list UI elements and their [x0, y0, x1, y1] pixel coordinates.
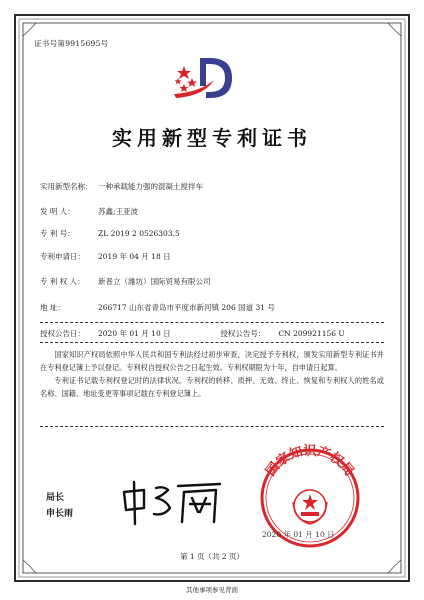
field-label: 专利申请日：	[40, 252, 85, 261]
field-inventor	[40, 206, 138, 217]
director-title: 局长	[46, 493, 65, 503]
field-label: 授权公告号：	[220, 329, 266, 338]
field-label: 地 址：	[40, 303, 65, 312]
seal-date: 2020 年 01 月 10 日	[262, 530, 335, 539]
field-utility-model-name	[40, 181, 203, 192]
field-address	[40, 302, 275, 313]
field-value: 一种承载能力强的混凝土搅拌车	[98, 182, 203, 191]
field-label: 发 明 人：	[40, 207, 75, 216]
field-value: 266717 山东省青岛市平度市新河镇 206 国道 31 号	[98, 303, 275, 312]
field-value: 2020 年 01 月 10 日	[98, 329, 171, 338]
director-signature-icon	[118, 478, 228, 528]
seal-text: 国家知识产权局	[263, 444, 357, 480]
certificate-title: 实用新型专利证书	[112, 126, 312, 150]
field-grant-date	[40, 328, 345, 339]
field-patent-number	[40, 228, 180, 239]
page-number: 第 1 页（共 2 页）	[179, 552, 245, 561]
field-patentee	[40, 276, 211, 287]
field-label: 专 利 号：	[40, 229, 75, 238]
footer-note: 其他事项参见背面	[186, 586, 238, 594]
certificate-number: 证书号第9915695号	[34, 39, 109, 48]
director-name: 申长雨	[46, 509, 74, 519]
field-value: ZL 2019 2 0526303.5	[98, 229, 180, 238]
certificate-body	[40, 348, 384, 400]
paragraph-legal-status: 专利证书记载专利权登记时的法律状况。专利权的转移、质押、无效、终止、恢复和专利权人的姓名或名称、国籍、地址变更等事项记载在专利登记簿上。	[40, 376, 384, 398]
field-label: 专 利 权 人：	[40, 277, 85, 286]
field-value: 2019 年 04 月 18 日	[98, 252, 171, 261]
field-label: 授权公告日：	[40, 329, 85, 338]
svg-text:国家知识产权局	[263, 443, 357, 479]
field-value: CN 209921156 U	[278, 329, 345, 338]
divider	[40, 322, 384, 323]
paragraph-grant: 国家知识产权局依照中华人民共和国专利法经过初步审查，决定授予专利权，颁发实用新型专利证书并在专利登记簿上予以登记。专利权自授权公告之日起生效。专利权期限为十年，自申请日起算。	[40, 350, 384, 372]
field-application-date	[40, 251, 171, 262]
cnipa-logo-icon	[170, 52, 242, 110]
field-value: 新普立（潍坊）国际贸易有限公司	[98, 277, 211, 286]
field-label: 实用新型名称：	[40, 182, 93, 191]
divider	[40, 426, 384, 427]
field-value: 苏鑫;王亚波	[98, 207, 139, 216]
divider	[40, 342, 384, 343]
